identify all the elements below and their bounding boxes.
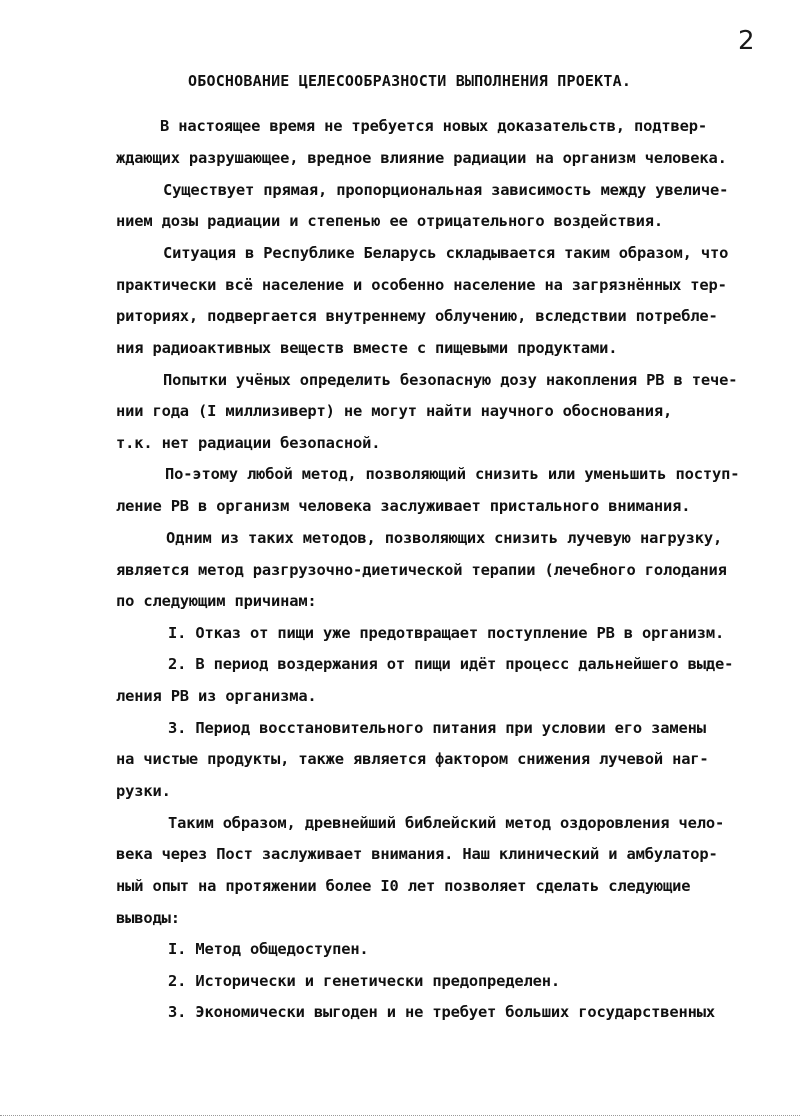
text-line: Существует прямая, пропорциональная зависимость между увеличе- bbox=[163, 181, 729, 199]
text-line: Одним из таких методов, позволяющих снизить лучевую нагрузку, bbox=[166, 529, 723, 547]
text-line: является метод разгрузочно-диетической терапии (лечебного голодания bbox=[116, 561, 727, 579]
list-item: 2. Исторически и генетически предопределен. bbox=[168, 972, 560, 990]
text-line: ждающих разрушающее, вредное влияние радиации на организм человека. bbox=[116, 149, 727, 167]
text-line: по следующим причинам: bbox=[116, 592, 317, 610]
text-line: ния радиоактивных веществ вместе с пищевыми продуктами. bbox=[116, 339, 618, 357]
text-line: выводы: bbox=[116, 909, 180, 927]
text-line: нием дозы радиации и степенью ее отрицательного воздействия. bbox=[116, 212, 663, 230]
list-item: I. Метод общедоступен. bbox=[168, 940, 369, 958]
text-line: ный опыт на протяжении более I0 лет позволяет сделать следующие bbox=[116, 877, 691, 895]
text-line: Ситуация в Республике Беларусь складывается таким образом, что bbox=[163, 244, 729, 262]
text-line: т.к. нет радиации безопасной. bbox=[116, 434, 381, 452]
text-line: Таким образом, древнейший библейский метод оздоровления чело- bbox=[168, 814, 725, 832]
text-line: на чистые продукты, также является фактором снижения лучевой наг- bbox=[116, 750, 709, 768]
text-line: нии года (I миллизиверт) не могут найти научного обоснования, bbox=[116, 402, 673, 420]
page-number: 2 bbox=[738, 26, 755, 56]
list-item: 3. Экономически выгоден и не требует больших государственных bbox=[168, 1003, 715, 1021]
text-line: практически всё население и особенно население на загрязнённых тер- bbox=[116, 276, 727, 294]
list-item: 2. В период воздержания от пищи идёт процесс дальнейшего выде- bbox=[168, 655, 734, 673]
list-item: I. Отказ от пищи уже предотвращает поступление РВ в организм. bbox=[168, 624, 725, 642]
text-line: По-этому любой метод, позволяющий снизить или уменьшить поступ- bbox=[165, 465, 740, 483]
document-title: ОБОСНОВАНИЕ ЦЕЛЕСООБРАЗНОСТИ ВЫПОЛНЕНИЯ ПРОЕКТА. bbox=[188, 72, 632, 90]
text-line: ления РВ из организма. bbox=[116, 687, 317, 705]
text-line: риториях, подвергается внутреннему облучению, вследствии потребле- bbox=[116, 307, 718, 325]
text-line: века через Пост заслуживает внимания. Наш клинический и амбулатор- bbox=[116, 845, 718, 863]
page-bottom-edge bbox=[0, 1115, 800, 1117]
text-line: В настоящее время не требуется новых доказательств, подтвер- bbox=[160, 117, 707, 135]
list-item: 3. Период восстановительного питания при условии его замены bbox=[168, 719, 706, 737]
text-line: ление РВ в организм человека заслуживает пристального внимания. bbox=[116, 497, 691, 515]
text-line: рузки. bbox=[116, 782, 171, 800]
text-line: Попытки учёных определить безопасную дозу накопления РВ в тече- bbox=[163, 371, 738, 389]
